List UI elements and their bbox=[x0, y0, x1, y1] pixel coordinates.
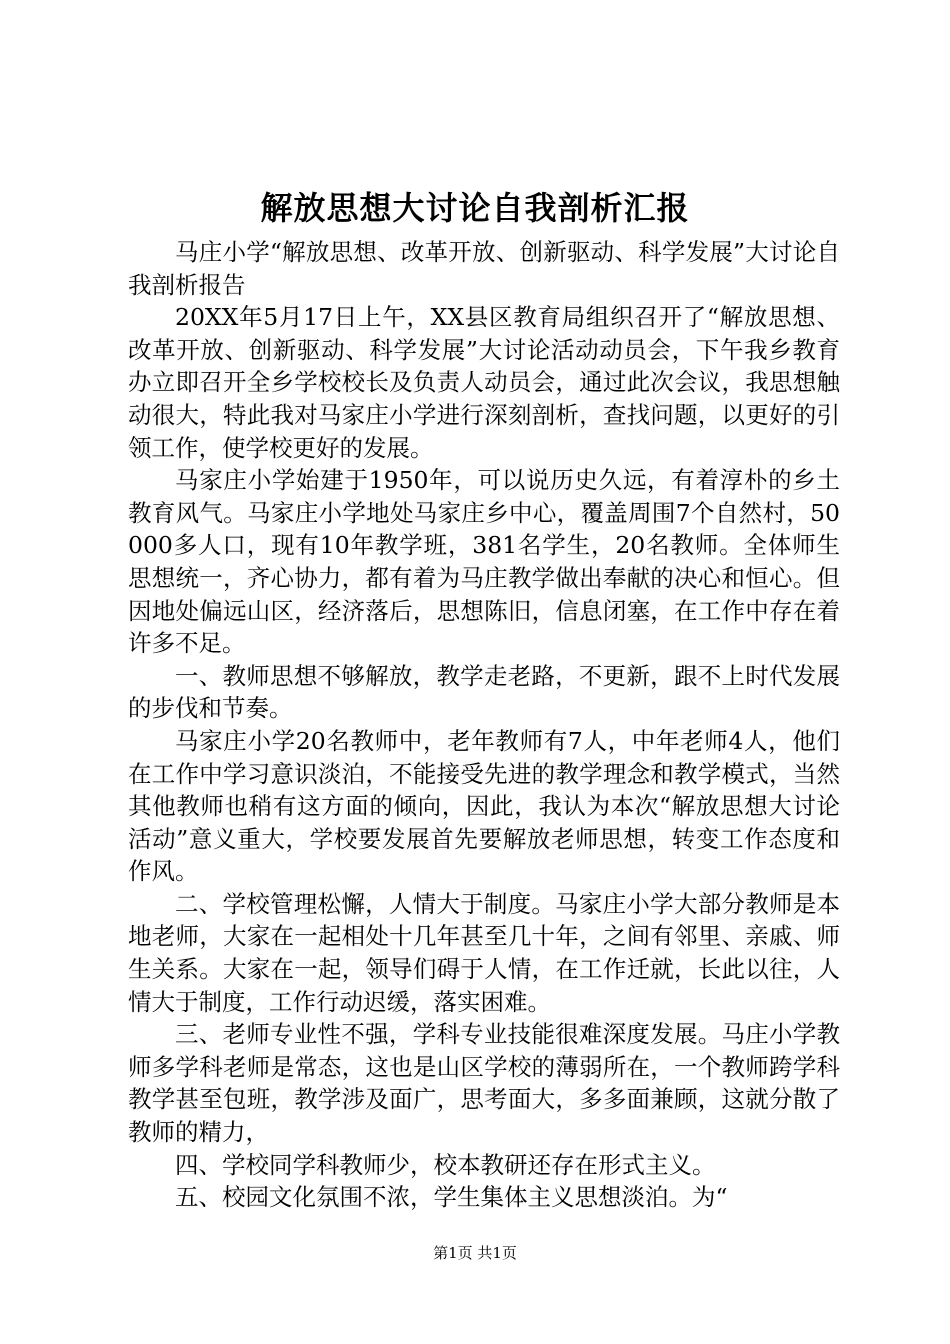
paragraph: 五、校园文化氛围不浓，学生集体主义思想淡泊。为“ bbox=[175, 1183, 728, 1212]
paragraph: 三、老师专业性不强，学科专业技能很难深度发展。马庄小学教师多学科老师是常态，这也是山区学校的薄弱所在，一个教师跨学科教学甚至包班，教学涉及面广，思考面大，多多面兼顾，这就分散了教师的精力， bbox=[128, 1020, 840, 1147]
paragraph: 马家庄小学始建于1950年，可以说历史久远，有着淳朴的乡土教育风气。马家庄小学地处马家庄乡中心，覆盖周围7个自然村，50000多人口，现有10年教学班，381名学生，20名教师。全体师生思想统一，齐心协力，都有着为马庄教学做出奉献的决心和恒心。但因地处偏远山区，经济落后，思想陈旧，信息闭塞，在工作中存在着许多不足。 bbox=[128, 466, 840, 658]
paragraph: 20XX年5月17日上午，XX县区教育局组织召开了“解放思想、改革开放、创新驱动、科学发展”大讨论活动动员会，下午我乡教育办立即召开全乡学校校长及负责人动员会，通过此次会议，我思想触动很大，特此我对马家庄小学进行深刻剖析，查找问题，以更好的引领工作，使学校更好的发展。 bbox=[128, 303, 840, 462]
page-footer: 第1页 共1页 bbox=[433, 1244, 517, 1262]
paragraph: 一、教师思想不够解放，教学走老路，不更新，跟不上时代发展的步伐和节奏。 bbox=[128, 661, 840, 723]
paragraph: 二、学校管理松懈，人情大于制度。马家庄小学大部分教师是本地老师，大家在一起相处十几年甚至几十年，之间有邻里、亲戚、师生关系。大家在一起，领导们碍于人情，在工作迁就，长此以往，人情大于制度，工作行动迟缓，落实困难。 bbox=[128, 889, 840, 1016]
document-title: 解放思想大讨论自我剖析汇报 bbox=[260, 189, 690, 227]
paragraph: 马家庄小学20名教师中，老年教师有7人，中年老师4人，他们在工作中学习意识淡泊，不能接受先进的教学理念和教学模式，当然其他教师也稍有这方面的倾向，因此，我认为本次“解放思想大讨论活动”意义重大，学校要发展首先要解放老师思想，转变工作态度和作风。 bbox=[128, 726, 840, 886]
document-body bbox=[128, 236, 840, 1214]
paragraph: 马庄小学“解放思想、改革开放、创新驱动、科学发展”大讨论自我剖析报告 bbox=[128, 238, 840, 299]
paragraph: 四、学校同学科教师少，校本教研还存在形式主义。 bbox=[175, 1150, 716, 1179]
